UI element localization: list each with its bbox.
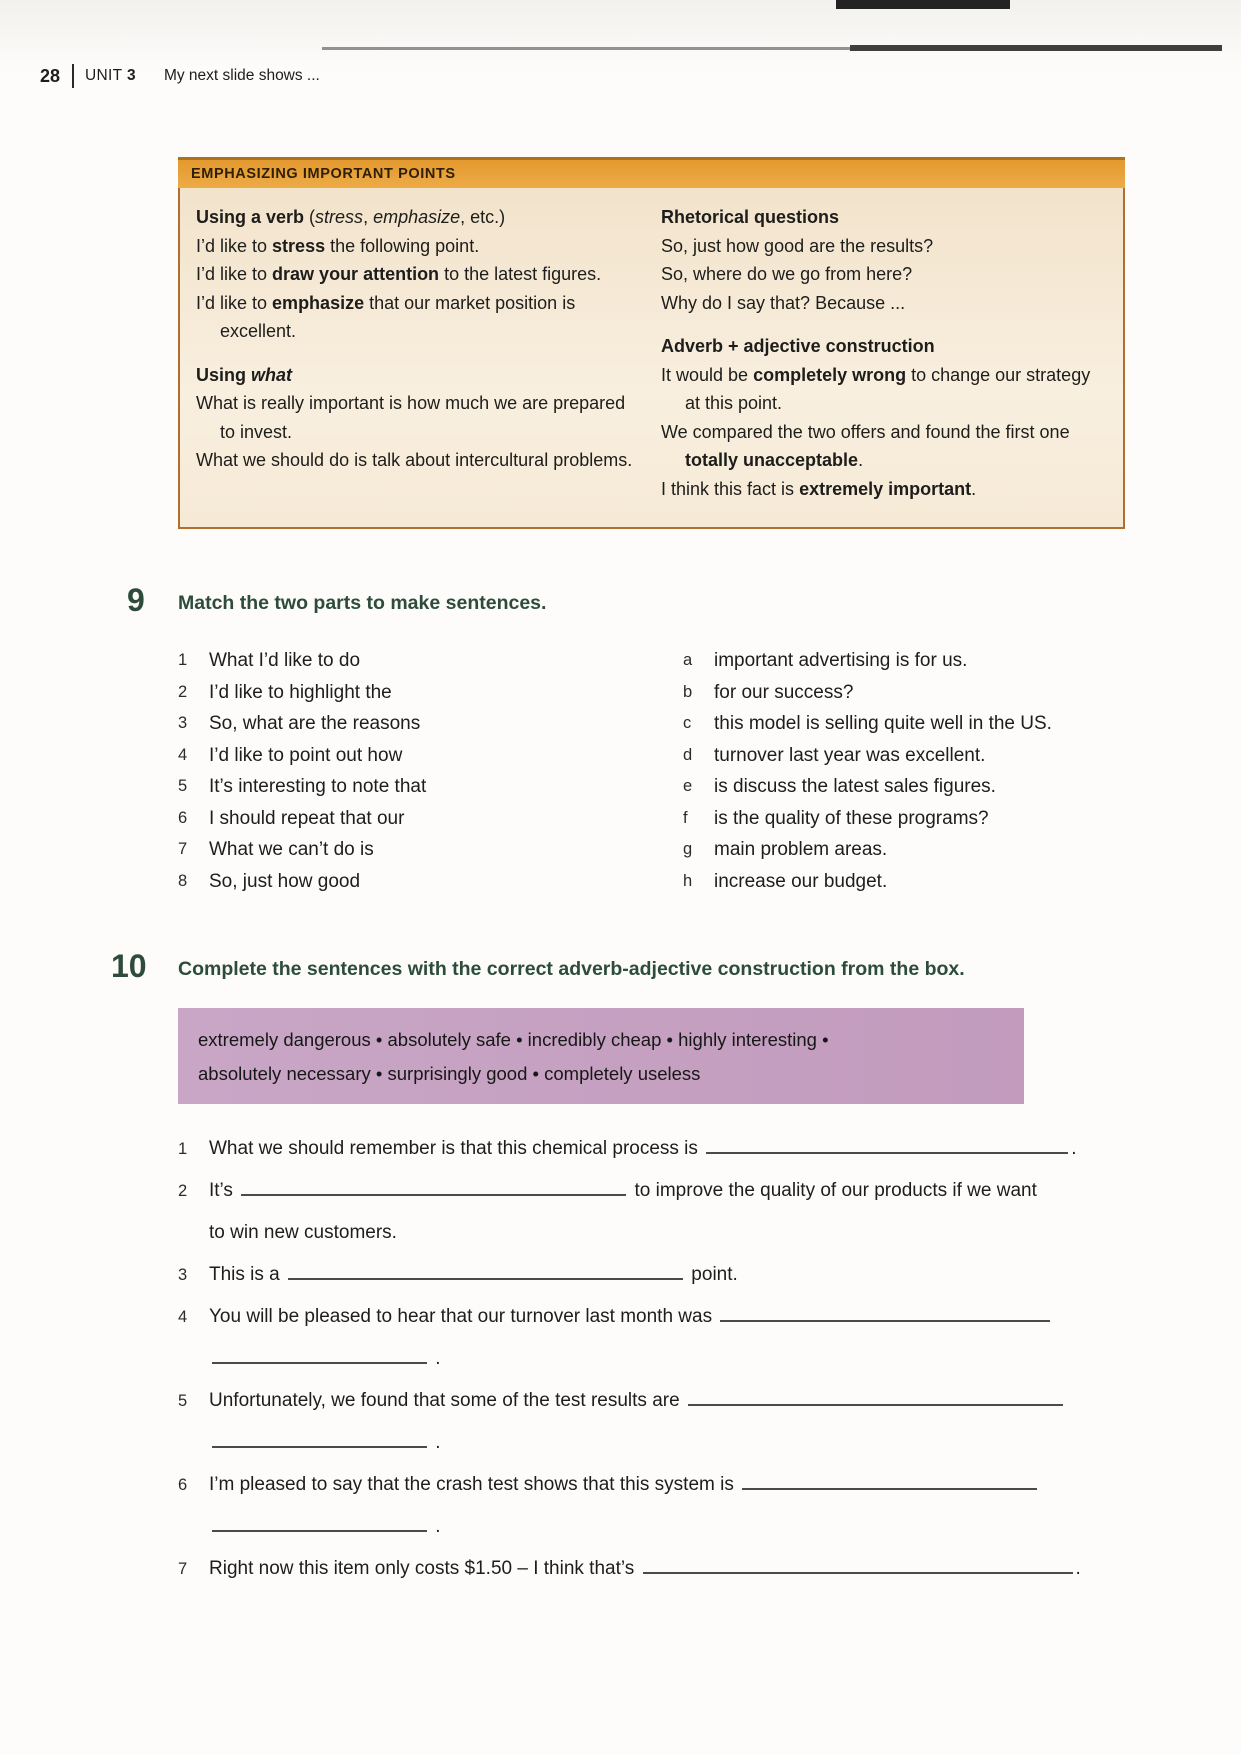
text-segment: I’d like to [196, 292, 273, 313]
text-segment: It’s interesting to note that [209, 776, 427, 797]
exercise10-sentences [178, 1128, 1146, 1590]
example-sentence [196, 446, 641, 475]
item-text [196, 289, 641, 346]
match-item [178, 771, 683, 803]
exercise10-instruction: Complete the sentences with the correct adverb-adjective construction from the box. [178, 958, 965, 980]
item-key: b [683, 682, 693, 701]
exercise9-left-items [178, 645, 683, 897]
emphasis-box-left-column [196, 203, 661, 503]
gap-fill-sentence [178, 1296, 1146, 1338]
match-item [178, 645, 683, 677]
example-sentence [196, 232, 641, 261]
text-segment: to improve the quality of our products if we want [629, 1180, 1037, 1201]
item-key: 3 [178, 1266, 188, 1284]
fill-in-blank [720, 1307, 1050, 1322]
text-segment: is the quality of these programs? [714, 807, 989, 829]
text-segment: I’d like to highlight the [209, 681, 392, 703]
text-segment: What we can’t do is [209, 839, 374, 860]
item-text [196, 232, 641, 261]
text-segment: main problem areas. [714, 839, 888, 860]
item-text [714, 645, 1128, 677]
fill-in-blank [212, 1433, 427, 1448]
item-key: 5 [178, 1392, 188, 1410]
item-text [661, 260, 1091, 289]
text-segment: emphasize [373, 207, 461, 227]
exercise9-number: 9 [127, 582, 145, 618]
unit-number: 3 [127, 67, 136, 84]
text-segment: We compared the two offers and found the first one [661, 421, 1070, 442]
text-segment: I should repeat that our [209, 807, 405, 829]
gap-fill-sentence [178, 1254, 1146, 1296]
text-segment: extremely important [799, 478, 972, 499]
item-text [209, 771, 683, 803]
match-item [178, 866, 683, 898]
example-sentence [661, 475, 1091, 504]
text-segment: to the latest figures. [439, 264, 602, 284]
emphasis-box-title: EMPHASIZING IMPORTANT POINTS [178, 157, 1125, 188]
item-text [661, 475, 1091, 504]
text-segment: stress [315, 207, 364, 227]
item-text [198, 1029, 829, 1050]
text-segment: So, just how good [209, 870, 361, 892]
example-sentence [661, 361, 1091, 418]
example-sentence [196, 361, 641, 390]
word-box [178, 1008, 1024, 1104]
exercise9-right-items [683, 645, 1128, 897]
match-item [178, 834, 683, 866]
item-text [209, 866, 683, 898]
text-segment: It’s [209, 1180, 239, 1201]
example-sentence [196, 203, 641, 232]
emphasis-box [178, 157, 1125, 529]
fill-in-blank [643, 1559, 1073, 1574]
item-text [209, 1296, 1053, 1338]
item-text [209, 1506, 441, 1548]
example-sentence [661, 203, 1091, 232]
item-key: d [683, 745, 693, 764]
text-segment: So, just how good are the results? [661, 235, 934, 256]
text-segment: Unfortunately, we found that some of the test results are [209, 1390, 685, 1411]
example-sentence [196, 289, 641, 346]
exercise9-matching [178, 645, 1128, 897]
match-item [683, 708, 1128, 740]
unit-word: UNIT [85, 67, 123, 84]
text-segment: to change our strategy at this point. [685, 364, 1091, 413]
text-segment: I’d like to [196, 235, 273, 256]
text-segment: . [858, 450, 864, 470]
text-segment: I think this fact is [661, 478, 800, 499]
gap-fill-sentence [178, 1506, 1146, 1548]
item-text [661, 418, 1091, 475]
item-key: 7 [178, 840, 188, 858]
text-segment: You will be pleased to hear that our turnover last month was [209, 1306, 718, 1327]
match-item [683, 645, 1128, 677]
text-segment: It would be [661, 364, 754, 385]
item-text [714, 834, 1128, 866]
fill-in-blank [706, 1139, 1068, 1154]
header-rule-thick [850, 45, 1222, 51]
example-sentence [196, 389, 641, 446]
item-key: 4 [178, 1308, 188, 1326]
text-segment: this model is selling quite well in the US. [714, 713, 1052, 734]
item-key: 2 [178, 682, 188, 701]
example-sentence [196, 260, 641, 289]
item-text [209, 1464, 1040, 1506]
text-segment: What is really important is how much we are prepared to invest. [196, 393, 626, 442]
example-sentence [661, 232, 1091, 261]
fill-in-blank [688, 1391, 1063, 1406]
text-segment: , etc.) [460, 207, 506, 227]
item-text [209, 677, 683, 709]
item-text [209, 708, 683, 740]
item-text [209, 1254, 738, 1296]
fill-in-blank [288, 1265, 683, 1280]
text-segment: . [1075, 1558, 1081, 1579]
text-segment: is discuss the latest sales figures. [714, 776, 996, 797]
item-text [198, 1063, 700, 1084]
item-key: f [683, 808, 688, 827]
text-segment: Right now this item only costs $1.50 – I think that’s [209, 1558, 640, 1579]
item-key: 6 [178, 1476, 188, 1494]
text-segment: . [971, 478, 977, 499]
text-segment: Using [196, 364, 252, 385]
text-segment: What I’d like to do [209, 650, 361, 671]
match-item [683, 866, 1128, 898]
item-text [714, 740, 1128, 772]
item-key: e [683, 777, 693, 795]
fill-in-blank [241, 1181, 626, 1196]
example-sentence [661, 289, 1091, 318]
match-item [178, 803, 683, 835]
gap-fill-sentence [178, 1464, 1146, 1506]
match-item [178, 740, 683, 772]
match-item [178, 708, 683, 740]
item-text [209, 1338, 441, 1380]
text-segment: . [430, 1516, 441, 1537]
match-item [683, 834, 1128, 866]
text-segment: Why do I say that? Because ... [661, 292, 906, 313]
text-segment: ( [304, 207, 316, 227]
text-segment: for our success? [714, 681, 854, 703]
item-key: 7 [178, 1560, 188, 1578]
text-segment: Rhetorical questions [661, 207, 840, 227]
text-segment: This is a [209, 1264, 286, 1285]
gap-fill-sentence [178, 1212, 1146, 1254]
item-text [209, 803, 683, 835]
item-text [209, 1212, 397, 1254]
word-box-line [198, 1057, 1004, 1091]
match-item [683, 771, 1128, 803]
text-segment: I’d like to point out how [209, 744, 403, 766]
match-item [683, 677, 1128, 709]
item-key: 8 [178, 871, 188, 890]
item-text [209, 1422, 441, 1464]
fill-in-blank [742, 1475, 1037, 1490]
item-key: 5 [178, 777, 188, 795]
text-segment: What we should do is talk about intercultural problems. [196, 450, 633, 470]
item-text [714, 677, 1128, 709]
item-text [196, 389, 641, 446]
gap-fill-sentence [178, 1422, 1146, 1464]
item-text [196, 446, 641, 475]
text-segment: Using a verb [196, 207, 305, 227]
text-segment: , [363, 207, 374, 227]
text-segment: I’d like to [196, 264, 273, 284]
item-key: 6 [178, 808, 188, 827]
header-rule-thin [322, 47, 852, 50]
text-segment: that our market position is excellent. [220, 292, 576, 341]
item-key: h [683, 871, 693, 890]
item-text [661, 232, 1091, 261]
fill-in-blank [212, 1517, 427, 1532]
text-segment: the following point. [325, 235, 480, 256]
example-sentence [661, 418, 1091, 475]
match-item [683, 803, 1128, 835]
gap-fill-sentence [178, 1548, 1146, 1590]
text-segment: absolutely necessary • surprisingly good • completely useless [198, 1063, 701, 1084]
text-segment: increase our budget. [714, 870, 888, 892]
item-text [661, 361, 1091, 418]
item-text [209, 645, 683, 677]
text-segment: totally unacceptable [685, 450, 859, 470]
item-key: 4 [178, 745, 188, 764]
item-text [661, 332, 1091, 361]
running-head [40, 64, 320, 88]
item-key: g [683, 840, 693, 858]
item-text [661, 203, 1091, 232]
item-text [209, 740, 683, 772]
item-text [714, 803, 1128, 835]
emphasis-box-body [178, 188, 1125, 529]
text-segment: draw your attention [272, 264, 440, 284]
item-key: 2 [178, 1182, 188, 1200]
gap-fill-sentence [178, 1128, 1146, 1170]
exercise10-number: 10 [111, 948, 147, 984]
text-segment: extremely dangerous • absolutely safe • incredibly cheap • highly interesting • [198, 1029, 829, 1050]
item-text [209, 1380, 1066, 1422]
text-segment: What we should remember is that this chemical process is [209, 1138, 704, 1159]
text-segment: point. [686, 1264, 738, 1285]
fill-in-blank [212, 1349, 427, 1364]
gap-fill-sentence [178, 1380, 1146, 1422]
text-segment: what [251, 364, 293, 385]
text-segment: . [430, 1348, 441, 1369]
item-text [196, 361, 641, 390]
unit-label [85, 67, 136, 85]
text-segment: Adverb + adjective construction [661, 336, 935, 356]
text-segment: important advertising is for us. [714, 650, 968, 671]
item-text [714, 771, 1128, 803]
exercise9-instruction: Match the two parts to make sentences. [178, 592, 547, 614]
gap-fill-sentence [178, 1338, 1146, 1380]
item-key: a [683, 651, 693, 669]
header-divider [72, 64, 74, 88]
text-segment: emphasize [272, 292, 365, 313]
emphasis-box-right-column [661, 203, 1091, 503]
text-segment: I’m pleased to say that the crash test shows that this system is [209, 1474, 740, 1495]
text-segment: So, where do we go from here? [661, 264, 913, 284]
example-sentence [661, 260, 1091, 289]
item-key: 1 [178, 651, 188, 669]
unit-title: My next slide shows ... [163, 67, 320, 84]
item-key: 3 [178, 714, 188, 732]
item-text [196, 260, 641, 289]
text-segment: . [1071, 1138, 1077, 1159]
match-item [683, 740, 1128, 772]
gap-fill-sentence [178, 1170, 1146, 1212]
item-key: c [683, 714, 692, 732]
page-number: 28 [40, 65, 61, 86]
item-text [714, 866, 1128, 898]
item-text [714, 708, 1128, 740]
text-segment: . [430, 1432, 441, 1453]
item-text [209, 1170, 1037, 1212]
text-segment: So, what are the reasons [209, 713, 421, 734]
item-text [196, 203, 641, 232]
item-text [209, 1548, 1081, 1590]
text-segment: to win new customers. [209, 1222, 397, 1243]
scan-top-bar [836, 0, 1010, 9]
example-sentence [661, 332, 1091, 361]
item-text [209, 834, 683, 866]
item-text [661, 289, 1091, 318]
text-segment: completely wrong [753, 364, 907, 385]
item-key: 1 [178, 1140, 188, 1158]
text-segment: turnover last year was excellent. [714, 744, 986, 766]
text-segment: stress [272, 235, 326, 256]
match-item [178, 677, 683, 709]
item-text [209, 1128, 1076, 1170]
word-box-line [198, 1023, 1004, 1057]
